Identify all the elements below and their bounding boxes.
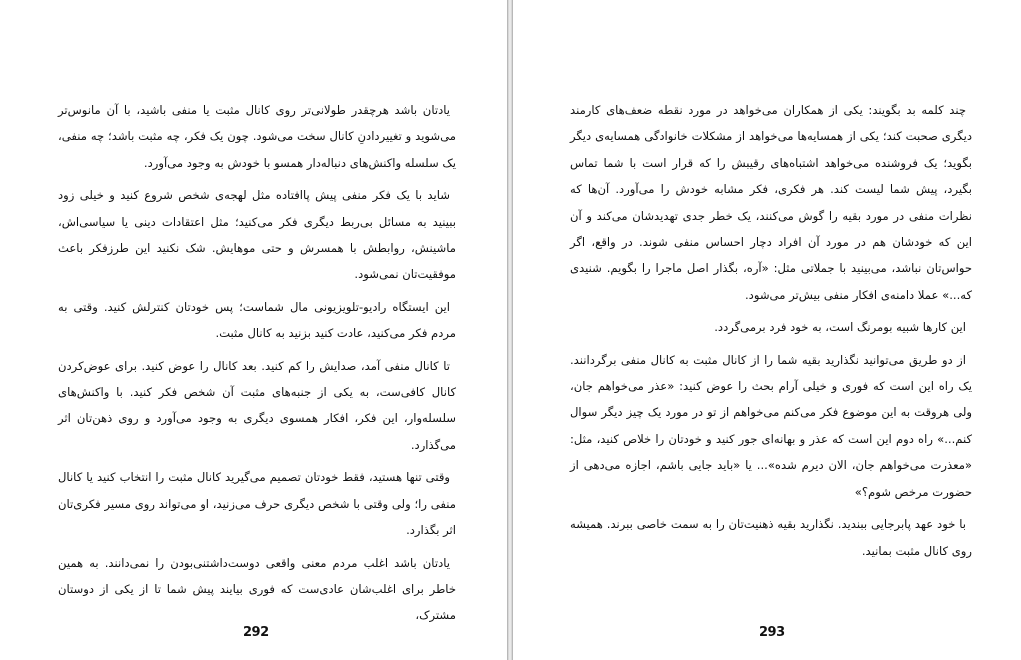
paragraph: با خود عهد پابرجایی ببندید. نگذارید بقیه ذهنیت‌تان را به سمت خاصی ببرند. همیشه روی کانال مثبت بمانید.	[570, 517, 972, 558]
paragraph: چند کلمه بد بگویند: یکی از همکاران می‌خواهد در مورد نقطه ضعف‌های کارمند دیگری صحبت کند؛ یکی از همسایه‌ها می‌خواهد از مشکلات خانوادگی همسایه‌ی دیگر بگوید؛ یک فروشنده می‌خواهد اشتباه‌های رقیبش را که قرار است با شما تماس بگیرد، پیش شما لیست کند. هر فکری، فکر مشابه خودش را می‌آورد. آن‌ها که نظرات منفی در مورد بقیه را گوش می‌کنند، یک خطر جدی تهدیدشان می‌کند و آن این که خودشان هم در مورد آن افراد دچار احساس منفی شوند. در واقع، اگر حواس‌تان نباشد، می‌بینید با جملاتی مثل: «آره، بگذار اصل ماجرا را بگویم. شنیدی که...» عملا دامنه‌ی افکار منفی بیش‌تر می‌شود.	[570, 103, 972, 302]
page-number: 293	[759, 625, 785, 640]
paragraph: یادتان باشد اغلب مردم معنی واقعی دوست‌داشتنی‌بودن را نمی‌دانند. به همین خاطر برای اغلب‌شان عادی‌ست که فوری بیایند پیش شما تا از یکی از دوستان مشترک،	[58, 555, 456, 623]
paragraph: وقتی تنها هستید، فقط خودتان تصمیم می‌گیرید کانال مثبت را انتخاب کنید یا کانال منفی را؛ ولی وقتی با شخص دیگری حرف می‌زنید، او می‌تواند روی مسیر فکری‌تان اثر بگذارد.	[58, 470, 456, 538]
paragraph: تا کانال منفی آمد، صدایش را کم کنید. بعد کانال را عوض کنید. برای عوض‌کردن کانال کافی‌ست، به یکی از جنبه‌های مثبت آن شخص فکر کنید. با واکنش‌های سلسله‌وار، این فکر، افکار همسوی دیگری به وجود می‌آورد و روی ذهن‌تان اثر می‌گذارد.	[58, 358, 456, 452]
left-page	[0, 0, 508, 660]
paragraph: این کارها شبیه بومرنگ است، به خود فرد برمی‌گردد.	[714, 320, 966, 335]
right-page	[512, 0, 1021, 660]
paragraph: یادتان باشد هرچقدر طولانی‌تر روی کانال مثبت یا منفی باشید، با آن مانوس‌تر می‌شوید و تغییردادنِ کانال سخت می‌شود. چون یک فکر، چه مثبت باشد؛ چه منفی، یک سلسله واکنش‌های دنباله‌دار همسو با خودش به وجود می‌آورد.	[58, 103, 456, 170]
left-page-text	[58, 97, 456, 635]
paragraph: این ایستگاه رادیو-تلویزیونی مال شماست؛ پس خودتان کنترلش کنید. وقتی به مردم فکر می‌کنید، عادت کنید بزنید به کانال مثبت.	[58, 299, 456, 341]
paragraph: از دو طریق می‌توانید نگذارید بقیه شما را از کانال مثبت به کانال منفی برگردانند. یک راه این است که فوری و خیلی آرام بحث را عوض کنید: «عذر می‌خواهم جان، ولی هروقت به این موضوع فکر می‌کنم می‌خواهم از تو در مورد یک چیز دیگر سوال کنم...» راه دوم این است که عذر و بهانه‌ای جور کنید و خودتان را خلاص کنید، مثل: «معذرت می‌خواهم جان، الان دیرم شده»... یا «باید جایی باشم، اجازه می‌دهی از حضورت مرخص شوم؟»	[570, 352, 972, 499]
paragraph: شاید با یک فکر منفی پیش پاافتاده مثل لهجه‌ی شخص شروع کنید و خیلی زود ببینید به مسائل بی‌ربط دیگری فکر می‌کنید؛ مثل اعتقادات دینی یا سیاسی‌اش، ماشینش، روابطش با همسرش و حتی موهایش. شک نکنید این طرزفکر باعث موفقیت‌تان نمی‌شود.	[58, 188, 456, 282]
page-number: 292	[243, 625, 269, 640]
right-page-text	[570, 97, 972, 570]
